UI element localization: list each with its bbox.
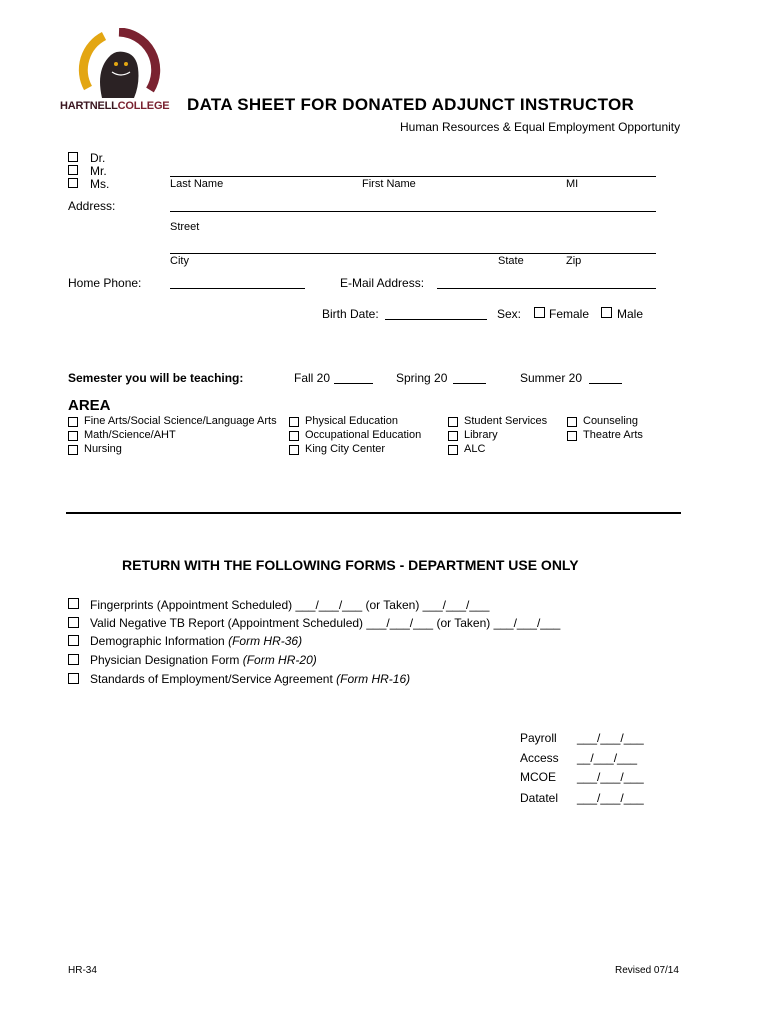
checkbox-physician[interactable] (68, 654, 79, 665)
area-option-label: Math/Science/AHT (84, 429, 176, 441)
checkbox-mr[interactable] (68, 165, 78, 175)
checkbox-standards[interactable] (68, 673, 79, 684)
payroll-label: Payroll (520, 731, 557, 745)
spring-year-field[interactable] (453, 383, 486, 384)
area-option-label: Fine Arts/Social Science/Language Arts (84, 415, 277, 427)
checkbox-tb-report[interactable] (68, 617, 79, 628)
semester-label: Semester you will be teaching: (68, 371, 244, 385)
mcoe-date-field[interactable]: ___/___/___ (577, 770, 644, 784)
area-option-label: Theatre Arts (583, 429, 643, 441)
logo-text-college: COLLEGE (117, 100, 170, 112)
college-logo (60, 28, 174, 118)
city-field-line[interactable] (170, 253, 656, 254)
area-option-label: ALC (464, 443, 486, 455)
checkbox-alc[interactable] (448, 445, 458, 455)
area-option-label: Library (464, 429, 498, 441)
checkbox-demographic[interactable] (68, 635, 79, 646)
birth-date-label: Birth Date: (322, 307, 379, 321)
home-phone-label: Home Phone: (68, 276, 142, 290)
return-item-tb-report: Valid Negative TB Report (Appointment Scheduled) ___/___/___ (or Taken) ___/___/___ (90, 616, 561, 630)
checkbox-female[interactable] (534, 307, 545, 318)
area-option-label: Student Services (464, 415, 548, 427)
return-item-fingerprints: Fingerprints (Appointment Scheduled) ___/___/___ (or Taken) ___/___/___ (90, 598, 490, 612)
summer-label: Summer 20 (520, 371, 583, 385)
checkbox-counseling[interactable] (567, 417, 577, 427)
checkbox-theatre-arts[interactable] (567, 431, 577, 441)
logo-text-hartnell: HARTNELL (60, 100, 118, 112)
checkbox-fingerprints[interactable] (68, 598, 79, 609)
summer-year-field[interactable] (589, 383, 622, 384)
access-label: Access (520, 751, 559, 765)
street-label: Street (170, 221, 200, 233)
spring-label: Spring 20 (396, 371, 448, 385)
datatel-label: Datatel (520, 791, 559, 805)
male-label: Male (617, 307, 644, 321)
last-name-label: Last Name (170, 178, 224, 190)
checkbox-student-services[interactable] (448, 417, 458, 427)
checkbox-fine-arts[interactable] (68, 417, 78, 427)
area-option-label: Physical Education (305, 415, 398, 427)
email-field[interactable] (437, 288, 656, 289)
mcoe-label: MCOE (520, 770, 556, 784)
name-field-line[interactable] (170, 176, 656, 177)
sex-label: Sex: (497, 307, 522, 321)
salutation-mr-label: Mr. (90, 164, 107, 178)
fall-label: Fall 20 (294, 371, 331, 385)
first-name-label: First Name (362, 178, 416, 190)
checkbox-ms[interactable] (68, 178, 78, 188)
state-label: State (498, 255, 524, 267)
home-phone-field[interactable] (170, 288, 305, 289)
page-subtitle: Human Resources & Equal Employment Opportunity (400, 120, 681, 134)
fall-year-field[interactable] (334, 383, 373, 384)
mi-label: MI (566, 178, 579, 190)
revised-date: Revised 07/14 (615, 965, 679, 976)
address-label: Address: (68, 199, 116, 213)
checkbox-physical-education[interactable] (289, 417, 299, 427)
birth-date-field[interactable] (385, 319, 487, 320)
checkbox-king-city-center[interactable] (289, 445, 299, 455)
zip-label: Zip (566, 255, 582, 267)
checkbox-math-science[interactable] (68, 431, 78, 441)
salutation-dr-label: Dr. (90, 151, 106, 165)
form-id: HR-34 (68, 965, 97, 976)
checkbox-library[interactable] (448, 431, 458, 441)
street-field-line[interactable] (170, 211, 656, 212)
area-heading: AREA (68, 397, 111, 414)
checkbox-dr[interactable] (68, 152, 78, 162)
return-forms-heading: RETURN WITH THE FOLLOWING FORMS - DEPARTMENT USE ONLY (122, 557, 579, 573)
area-option-label: King City Center (305, 443, 386, 455)
access-date-field[interactable]: __/___/___ (577, 751, 638, 765)
checkbox-male[interactable] (601, 307, 612, 318)
female-label: Female (549, 307, 590, 321)
checkbox-nursing[interactable] (68, 445, 78, 455)
email-label: E-Mail Address: (340, 276, 425, 290)
area-option-label: Counseling (583, 415, 639, 427)
area-option-label: Nursing (84, 443, 122, 455)
return-item-demographic: Demographic Information (Form HR-36) (90, 634, 303, 648)
page-title: DATA SHEET FOR DONATED ADJUNCT INSTRUCTOR (187, 95, 635, 114)
section-divider (66, 512, 681, 514)
return-item-standards: Standards of Employment/Service Agreement (Form HR-16) (90, 672, 411, 686)
return-item-physician: Physician Designation Form (Form HR-20) (90, 653, 317, 667)
datatel-date-field[interactable]: ___/___/___ (577, 791, 644, 805)
checkbox-occupational-education[interactable] (289, 431, 299, 441)
salutation-ms-label: Ms. (90, 177, 110, 191)
area-option-label: Occupational Education (305, 429, 422, 441)
payroll-date-field[interactable]: ___/___/___ (577, 731, 644, 745)
city-label: City (170, 255, 189, 267)
